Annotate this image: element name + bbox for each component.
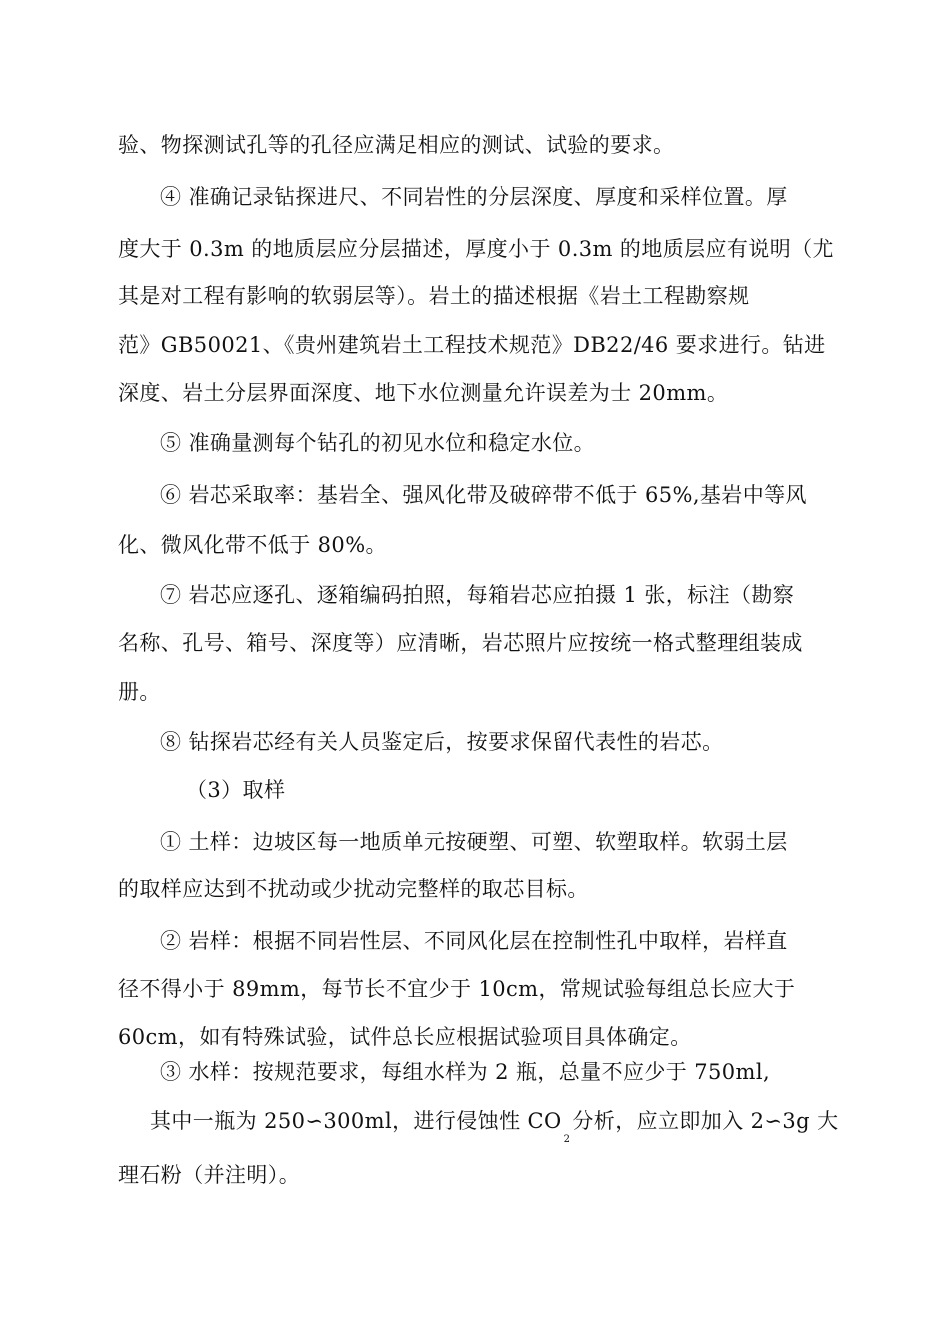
text-line-19: 60cm，如有特殊试验，试件总长应根据试验项目具体确定。 xyxy=(118,1025,692,1049)
text-line-12: 册。 xyxy=(118,680,161,704)
text-line-8: ⑥ 岩芯采取率：基岩全、强风化带及破碎带不低于 65%,基岩中等风 xyxy=(160,483,807,507)
text-line-11: 名称、孔号、箱号、深度等）应清晰，岩芯照片应按统一格式整理组装成 xyxy=(118,631,803,655)
text-line-13: ⑧ 钻探岩芯经有关人员鉴定后，按要求保留代表性的岩芯。 xyxy=(160,730,724,754)
text-line-1: 验、物探测试孔等的孔径应满足相应的测试、试验的要求。 xyxy=(118,133,675,157)
text-line-5: 范》GB50021、《贵州建筑岩土工程技术规范》DB22/46 要求进行。钻进 xyxy=(118,333,826,357)
text-line-6: 深度、岩土分层界面深度、地下水位测量允许误差为士 20mm。 xyxy=(118,381,729,405)
co2-subscript: 2 xyxy=(563,1134,571,1145)
co2-line-after: 分析，应立即加入 2∽3g 大 xyxy=(572,1109,839,1133)
section-heading-sampling: （3）取样 xyxy=(186,778,286,802)
text-line-18: 径不得小于 89mm，每节长不宜少于 10cm，常规试验每组总长应大于 xyxy=(118,977,796,1001)
text-line-16: 的取样应达到不扰动或少扰动完整样的取芯目标。 xyxy=(118,877,589,901)
text-line-3: 度大于 0.3m 的地质层应分层描述，厚度小于 0.3m 的地质层应有说明（尤 xyxy=(118,237,834,261)
text-line-last: 理石粉（并注明）。 xyxy=(118,1163,301,1187)
text-line-7: ⑤ 准确量测每个钻孔的初见水位和稳定水位。 xyxy=(160,431,596,455)
text-line-17: ② 岩样：根据不同岩性层、不同风化层在控制性孔中取样，岩样直 xyxy=(160,929,788,953)
text-line-co2 xyxy=(150,1106,839,1145)
co2-line-before: 其中一瓶为 250∽300ml，进行侵蚀性 CO xyxy=(150,1109,562,1133)
text-line-9: 化、微风化带不低于 80%。 xyxy=(118,533,387,557)
text-line-20: ③ 水样：按规范要求，每组水样为 2 瓶，总量不应少于 750ml, xyxy=(160,1060,771,1084)
text-line-10: ⑦ 岩芯应逐孔、逐箱编码拍照，每箱岩芯应拍摄 1 张，标注（勘察 xyxy=(160,583,795,607)
text-line-15: ① 土样：边坡区每一地质单元按硬塑、可塑、软塑取样。软弱土层 xyxy=(160,830,788,854)
text-line-4: 其是对工程有影响的软弱层等）。岩土的描述根据《岩土工程勘察规 xyxy=(118,284,750,308)
text-line-2: ④ 准确记录钻探进尺、不同岩性的分层深度、厚度和采样位置。厚 xyxy=(160,185,788,209)
